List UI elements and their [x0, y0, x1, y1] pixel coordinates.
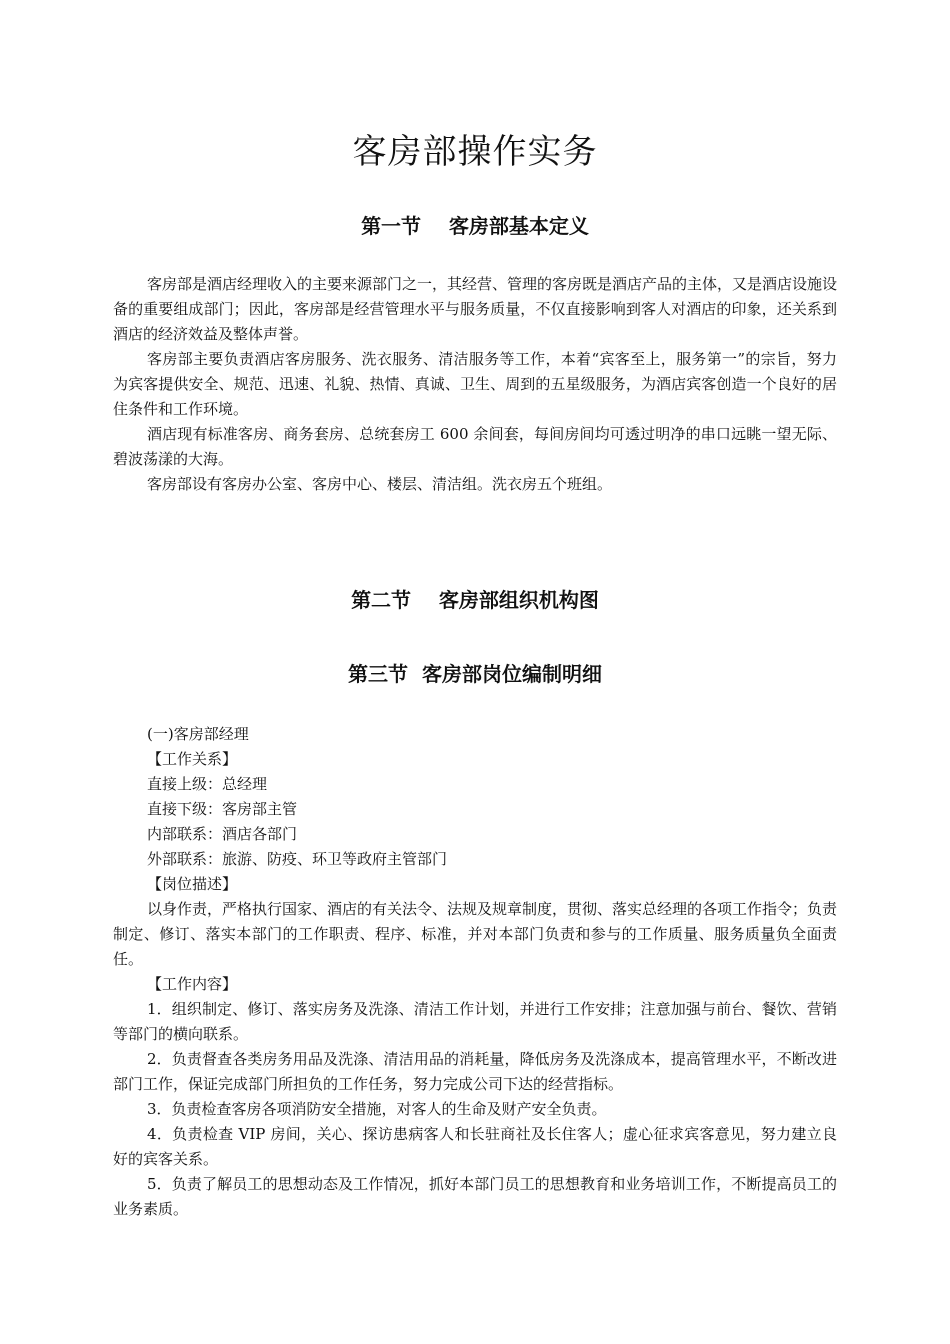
internal-contact: 内部联系：酒店各部门	[147, 825, 298, 843]
external-contact: 外部联系：旅游、防疫、环卫等政府主管部门	[147, 850, 448, 868]
work-item-3: 3．负责检查客房各项消防安全措施，对客人的生命及财产安全负责。	[147, 1100, 607, 1118]
description-paragraph: 以身作责，严格执行国家、酒店的有关法令、法规及规章制度，贯彻、落实总经理的各项工作指令；负责制定、修订、落实本部门的工作职责、程序、标准，并对本部门负责和参与的工作质量、服务质量负全面责任。	[113, 900, 838, 968]
direct-subordinate: 直接下级：客房部主管	[147, 800, 298, 818]
work-item-1: 1．组织制定、修订、落实房务及洗涤、清洁工作计划，并进行工作安排；注意加强与前台、餐饮、营销等部门的横向联系。	[113, 1000, 837, 1043]
intro-paragraph-4: 客房部设有客房办公室、客房中心、楼层、清洁组。洗衣房五个班组。	[147, 475, 613, 493]
work-item-5: 5．负责了解员工的思想动态及工作情况，抓好本部门员工的思想教育和业务培训工作，不断提高员工的业务素质。	[113, 1175, 837, 1218]
work-relations-label: 【工作关系】	[147, 750, 238, 768]
section-1-body	[113, 272, 837, 497]
direct-superior: 直接上级：总经理	[147, 775, 268, 793]
intro-paragraph-3: 酒店现有标准客房、商务套房、总统套房工 600 余间套，每间房间均可透过明净的串口远眺一望无际、碧波荡漾的大海。	[113, 425, 837, 468]
section-3-body	[113, 722, 837, 1222]
section-3-heading: 第三节 客房部岗位编制明细	[348, 662, 602, 686]
work-content-label: 【工作内容】	[147, 975, 238, 993]
section-2-heading: 第二节 客房部组织机构图	[351, 588, 599, 612]
intro-paragraph-2: 客房部主要负责酒店客房服务、洗衣服务、清洁服务等工作，本着“宾客至上，服务第一”的宗旨，努力为宾客提供安全、规范、迅速、礼貌、热情、真诚、卫生、周到的五星级服务，为酒店宾客创造一个良好的居住条件和工作环境。	[113, 350, 837, 418]
work-item-2: 2．负责督查各类房务用品及洗涤、清洁用品的消耗量，降低房务及洗涤成本，提高管理水平，不断改进部门工作，保证完成部门所担负的工作任务，努力完成公司下达的经营指标。	[113, 1050, 837, 1093]
description-label: 【岗位描述】	[147, 875, 238, 893]
position-title: (一)客房部经理	[147, 725, 249, 743]
intro-paragraph-1: 客房部是酒店经理收入的主要来源部门之一，其经营、管理的客房既是酒店产品的主体，又是酒店设施设备的重要组成部门；因此，客房部是经营管理水平与服务质量，不仅直接影响到客人对酒店的印象，还关系到酒店的经济效益及整体声誉。	[113, 275, 838, 343]
work-item-4: 4．负责检查 VIP 房间，关心、探访患病客人和长驻商社及长住客人；虚心征求宾客意见，努力建立良好的宾客关系。	[113, 1125, 837, 1168]
section-1-heading: 第一节 客房部基本定义	[361, 214, 589, 238]
document-title: 客房部操作实务	[352, 132, 598, 172]
